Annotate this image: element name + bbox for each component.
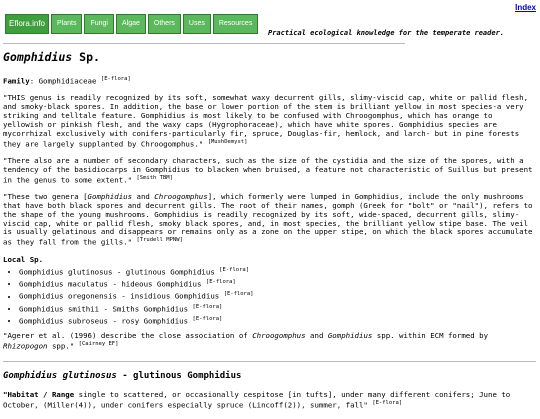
index-link[interactable]: Index [515,3,536,12]
list-item-ref: [E-flora] [192,315,223,322]
p3-genus-2: Chroogomphus [154,191,208,201]
nav-plants[interactable]: Plants [51,14,82,34]
list-item [19,304,536,314]
p4-and: and [305,331,328,341]
p3-b: ], which formerly were lumped in Gomphidius, include the only mushrooms that have both black spores and decurrent gills. The root of their names, gomph (Greek for "bolt" or "nail"), refers to the shape of the young mushrooms. Gomphidius is readily recognized by its soft, wide-spaced, decurrent gills, slimy-viscid cap, white or pallid flesh, smoky black spores, and, in most species, the brilliant yellow stipe base. The veil is usually gelatinous and disappears or remains only as a zone on the upper stipe, on which the black spores accumulate as they fall from the gills." [3,191,533,247]
paragraph-2 [3,157,536,185]
title-suffix: Sp. [72,50,100,64]
site-logo[interactable]: Eflora.info [5,14,49,34]
list-item-ref: [E-flora] [219,266,250,273]
main-nav [5,14,260,34]
p4-genus-1: Chroogomphus [252,331,306,341]
list-item-ref: [E-flora] [223,291,254,298]
list-item-text: Gomphidius maculatus - hideous Gomphidius [19,279,206,289]
list-item [19,279,536,289]
species-heading [3,371,536,382]
section-divider [3,361,536,362]
page-title [3,51,536,65]
species-name: Gomphidius glutinosus [3,371,117,382]
p4-b: spp. within ECM formed by [372,331,489,341]
list-item-ref: [E-flora] [205,278,236,285]
p4-genus-3: Rhizopogon [3,341,48,351]
p3-and: and [132,191,155,201]
paragraph-4 [3,332,536,351]
p3-genus-1: Gomphidius [87,191,133,201]
family-ref: [E-flora] [100,75,131,82]
list-item-text: Gomphidius oregonensis - insidious Gomphidius [19,291,224,301]
list-item-text: Gomphidius glutinosus - glutinous Gomphidius [19,267,220,277]
habitat-ref: [E-flora] [372,400,403,407]
list-item-text: Gomphidius smithii - Smiths Gomphidius [19,304,193,314]
family-line [3,76,536,86]
nav-fungi[interactable]: Fungi [84,14,114,34]
site-tagline: Practical ecological knowledge for the temperate reader. [268,29,505,37]
paragraph-3 [3,193,536,248]
family-value: Gomphidiaceae [38,76,101,86]
list-item [19,316,536,326]
list-item [19,291,536,301]
p3-a: "These two genera [ [3,191,88,201]
nav-uses[interactable]: Uses [183,14,211,34]
paragraph-2-text: "There also are a number of secondary characters, such as the size of the cystidia and the size of the spores, with a tendency of the basidiocarps in Gomphidius to blacken when bruised, a feature not characteristic of Suillus but present in the genus to some extent." [3,155,533,185]
paragraph-1-text: "THIS genus is readily recognized by its soft, somewhat waxy decurrent gills, slimy-viscid cap, white or pallid flesh, and smoky-black spores. In addition, the base or lower portion of the stem is brilliant yellow in most species-a very striking and telltale feature. Gomphidius is most likely to be confused with Chroogomphus, which has orange to yellowish or pinkish flesh, and the waxy caps (Hygrophoraceae), which have white spores. Gomphidius species are mycorrhizal exclusively with conifers-particularly fir, spruce, Douglas-fir, hemlock, and larch- but in pine forests they are largely supplanted by Chroogomphus." [3,93,529,148]
main-content [3,51,536,419]
p4-genus-2: Gomphidius [327,331,373,341]
habitat-paragraph [3,391,536,410]
species-common: - glutinous Gomphidius [116,371,242,382]
nav-others[interactable]: Others [148,14,181,34]
paragraph-1 [3,94,536,149]
local-species-heading: Local Sp. [3,254,44,264]
habitat-label: "Habitat / Range [3,390,75,400]
paragraph-2-ref: [Smith TBM] [136,174,173,181]
family-sep: : [29,76,39,86]
family-label: Family [3,76,30,86]
p3-ref: [Trudell MPNW] [136,237,183,244]
p4-a: "Agerer et al. (1996) describe the close association of [3,331,253,341]
title-genus: Gomphidius [3,50,73,64]
habitat-text: single to scattered, or occasionally cespitose [in tufts], under many different conifers; June to October, (Miller(4)), under conifers especially spruce (Lincoff(2)), summer, fall" [3,390,511,410]
list-item-ref: [E-flora] [192,303,223,310]
nav-resources[interactable]: Resources [213,14,258,34]
list-item [19,267,536,277]
p4-ref: [Cairney EF] [78,341,119,348]
local-species-list [3,267,536,327]
paragraph-1-ref: [MushDemyst] [207,138,248,145]
p4-c: spp." [47,341,79,351]
header-divider [3,43,405,44]
nav-algae[interactable]: Algae [116,14,146,34]
list-item-text: Gomphidius subroseus - rosy Gomphidius [19,316,193,326]
